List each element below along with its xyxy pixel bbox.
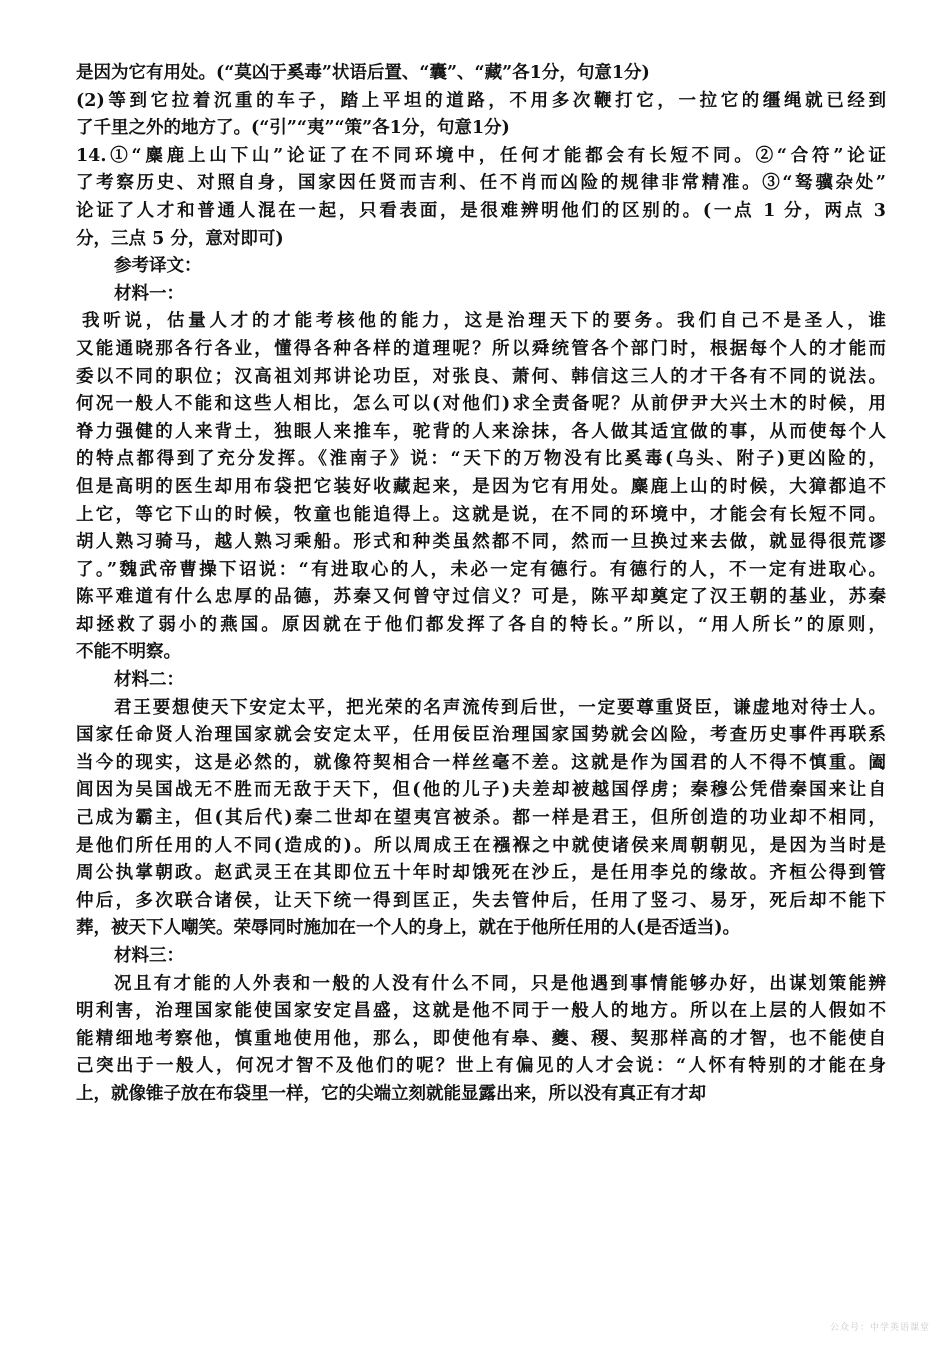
q14-line: 14.①“麋鹿上山下山”论证了在不同环境中，任何才能都会有长短不同。②“合符”论证 [76, 145, 886, 166]
q14-line: 分，三点 5 分，意对即可) [76, 228, 284, 249]
watermark: 公众号：中学英语课堂 [829, 1323, 930, 1333]
q14-line: 了考察历史、对照自身，国家因任贤而吉利、任不肖而凶险的规律非常精准。③“驽骥杂处” [76, 173, 886, 194]
material1-line: 上它，等它下山的时候，牧童也能追得上。这就是说，在不同的环境中，才能会有长短不同。 [76, 504, 886, 525]
material1-line: 了。”魏武帝曹操下诏说：“有进取心的人，未必一定有德行。有德行的人，不一定有进取心。 [76, 559, 886, 580]
material1-line: 脊力强健的人来背土，独眼人来推车，驼背的人来涂抹，各人做其适宜做的事，从而使每个人 [76, 421, 886, 442]
q14-line: 论证了人才和普通人混在一起，只看表面，是很难辨明他们的区别的。(一点 1 分，两点 3 [76, 200, 886, 221]
material1-line: 何况一般人不能和这些人相比，怎么可以(对他们)求全责备呢？从前伊尹大兴土木的时候，用 [76, 394, 886, 415]
material1-label: 材料一： [114, 283, 184, 304]
document-page [76, 60, 886, 1109]
material3-line: 况且有才能的人外表和一般的人没有什么不同，只是他遇到事情能够办好，出谋划策能辨 [114, 973, 886, 994]
answer-line: 了千里之外的地方了。(“引”“夷”“策”各1分，句意1分) [76, 118, 510, 139]
material2-line: 仲后，多次联合诸侯，让天下统一得到匡正，失去管仲后，任用了竖刁、易牙，死后却不能下 [76, 890, 886, 911]
material1-line: 的特点都得到了充分发挥。《淮南子》说：“天下的万物没有比奚毒(乌头、附子)更凶险的， [76, 449, 886, 470]
material1-line: 陈平难道有什么忠厚的品德，苏秦又何曾守过信义？可是，陈平却奠定了汉王朝的基业，苏秦 [76, 587, 886, 608]
material3-line: 明利害，治理国家能使国家安定昌盛，这就是他不同于一般人的地方。所以在上层的人假如不 [76, 1001, 886, 1022]
material1-line: 胡人熟习骑马，越人熟习乘船。形式和种类虽然都不同，然而一旦换过来去做，就显得很荒谬 [76, 532, 886, 553]
material2-line: 闾因为吴国战无不胜而无敌于天下，但(他的儿子)夫差却被越国俘虏；秦穆公凭借秦国来让自 [76, 780, 886, 801]
material2-line: 周公执掌朝政。赵武灵王在其即位五十年时却饿死在沙丘，是任用李兑的缘故。齐桓公得到管 [76, 863, 886, 884]
material2-label: 材料二： [114, 670, 184, 691]
material3-line: 能精细地考察他，慎重地使用他，那么，即使他有皋、夔、稷、契那样高的才智，也不能使自 [76, 1028, 886, 1049]
material2-line: 国家任命贤人治理国家就会安定太平，任用佞臣治理国家国势就会凶险，考查历史事件再联系 [76, 725, 886, 746]
material1-line: 又能通晓那各行各业，懂得各种各样的道理呢？所以舜统管各个部门时，根据每个人的才能而 [76, 338, 886, 359]
material2-line: 葬，被天下人嘲笑。荣辱同时施加在一个人的身上，就在于他所任用的人(是否适当)。 [76, 918, 741, 939]
material2-line: 己成为霸主，但(其后代)秦二世却在望夷宫被杀。都一样是君王，但所创造的功业却不相同， [76, 808, 886, 829]
answer-line: 是因为它有用处。(“莫凶于奚毒”状语后置、“囊”、“藏”各1分，句意1分) [76, 63, 650, 83]
material2-line: 君王要想使天下安定太平，把光荣的名声流传到后世，一定要尊重贤臣，谦虚地对待士人。 [114, 697, 886, 718]
material1-line: 不能不明察。 [76, 642, 181, 663]
material2-line: 是他们所任用的人不同(造成的)。所以周成王在襁褓之中就使诸侯来周朝朝见，是因为当时是 [76, 835, 886, 856]
material3-line: 上，就像锥子放在布袋里一样，它的尖端立刻就能显露出来，所以没有真正有才却 [76, 1083, 706, 1104]
material1-line: 委以不同的职位；汉高祖刘邦讲论功臣，对张良、萧何、韩信这三人的才干各有不同的说法。 [76, 366, 886, 387]
material3-line: 己突出于一般人，何况才智不及他们的呢？世上有偏见的人才会说：“人怀有特别的才能在身 [76, 1056, 886, 1077]
material1-line: 却拯救了弱小的燕国。原因就在于他们都发挥了各自的特长。”所以，“用人所长”的原则， [76, 614, 886, 635]
material1-line: 但是高明的医生却用布袋把它装好收藏起来，是因为它有用处。麋鹿上山的时候，大獐都追不 [76, 476, 886, 497]
material3-label: 材料三： [114, 946, 184, 966]
translation-heading: 参考译文： [114, 256, 202, 277]
material2-line: 当今的现实，这是必然的，就像符契相合一样丝毫不差。这就是作为国君的人不得不慎重。阖 [76, 752, 886, 773]
answer-line: (2)等到它拉着沉重的车子，踏上平坦的道路，不用多次鞭打它，一拉它的缰绳就已经到 [76, 90, 886, 111]
material1-line: 我听说，估量人才的才能考核他的能力，这是治理天下的要务。我们自己不是圣人，谁 [82, 311, 886, 332]
